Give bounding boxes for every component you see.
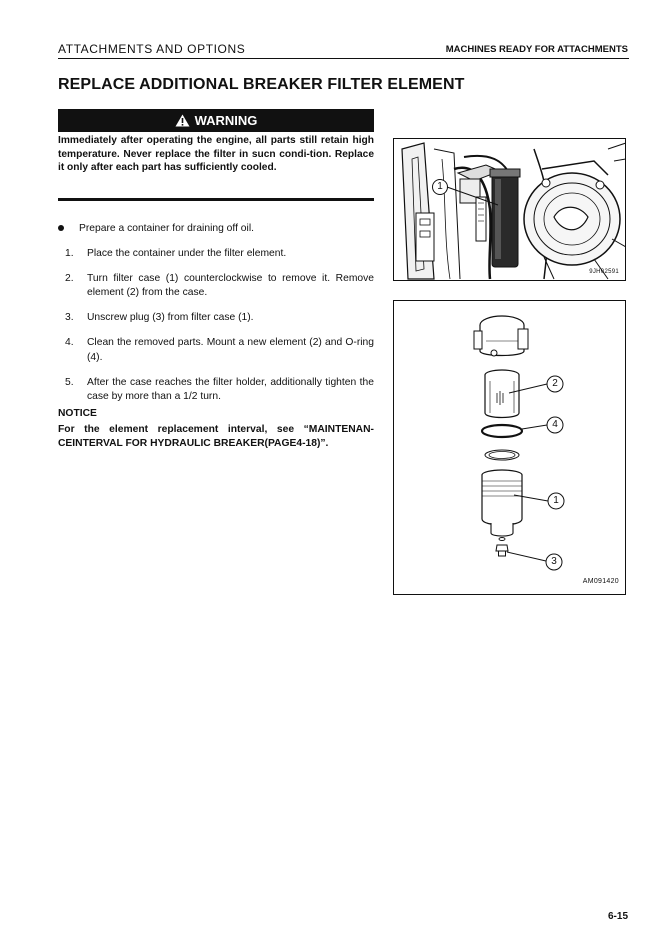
step-number: 4.	[65, 337, 74, 349]
chapter-header: MACHINES READY FOR ATTACHMENTS	[445, 44, 628, 55]
step-item	[58, 336, 374, 365]
step-item	[58, 247, 374, 261]
callout-label: 1	[437, 181, 443, 192]
step-text: After the case reaches the filter holder, additionally tighten the case by more than a 1/2 turn.	[87, 376, 374, 402]
prep-bullet	[58, 222, 374, 236]
step-text: Unscrew plug (3) from filter case (1).	[87, 312, 254, 324]
callout-label: 4	[552, 419, 558, 430]
header-rule	[58, 58, 629, 59]
bullet-dot-icon	[58, 225, 64, 231]
callout-label: 2	[552, 378, 558, 389]
section-header: ATTACHMENTS AND OPTIONS	[58, 42, 246, 56]
step-text: Place the container under the filter element.	[87, 248, 287, 259]
warning-label: WARNING	[194, 113, 258, 128]
filter-location-illustration	[394, 139, 626, 281]
step-number: 1.	[65, 248, 74, 259]
notice-heading: NOTICE	[58, 408, 97, 419]
step-number: 2.	[65, 272, 74, 284]
step-number: 5.	[65, 376, 74, 388]
warning-rule	[58, 198, 374, 201]
step-item	[58, 376, 374, 405]
figure-filter-location	[393, 138, 626, 281]
figure-code: 9JH02591	[589, 269, 619, 275]
warning-triangle-icon	[175, 114, 190, 127]
notice-text: For the element replacement interval, see “MAINTENAN-CEINTERVAL FOR HYDRAULIC BREAKER(PAGE4-18)”.	[58, 424, 374, 449]
page-number: 6-15	[607, 911, 628, 922]
step-text: Clean the removed parts. Mount a new element (2) and O-ring (4).	[87, 337, 374, 363]
figure-filter-exploded	[393, 300, 626, 595]
filter-exploded-illustration	[394, 301, 626, 595]
callout-label: 3	[551, 556, 557, 567]
procedure-steps	[58, 247, 374, 415]
warning-text: Immediately after operating the engine, all parts still retain high temperature. Never replace the filter in sucn condi-tion. Replace it only after each part has sufficiently cooled.	[58, 135, 374, 174]
step-item	[58, 272, 374, 301]
callout-label: 1	[553, 495, 559, 506]
step-item	[58, 311, 374, 325]
step-number: 3.	[65, 312, 74, 324]
step-text: Turn filter case (1) counterclockwise to remove it. Remove element (2) from the case.	[87, 272, 374, 299]
bullet-text: Prepare a container for draining off oil.	[79, 223, 254, 234]
page-title: REPLACE ADDITIONAL BREAKER FILTER ELEMENT	[58, 76, 465, 93]
warning-banner	[58, 109, 374, 132]
figure-code: AM091420	[582, 578, 619, 585]
